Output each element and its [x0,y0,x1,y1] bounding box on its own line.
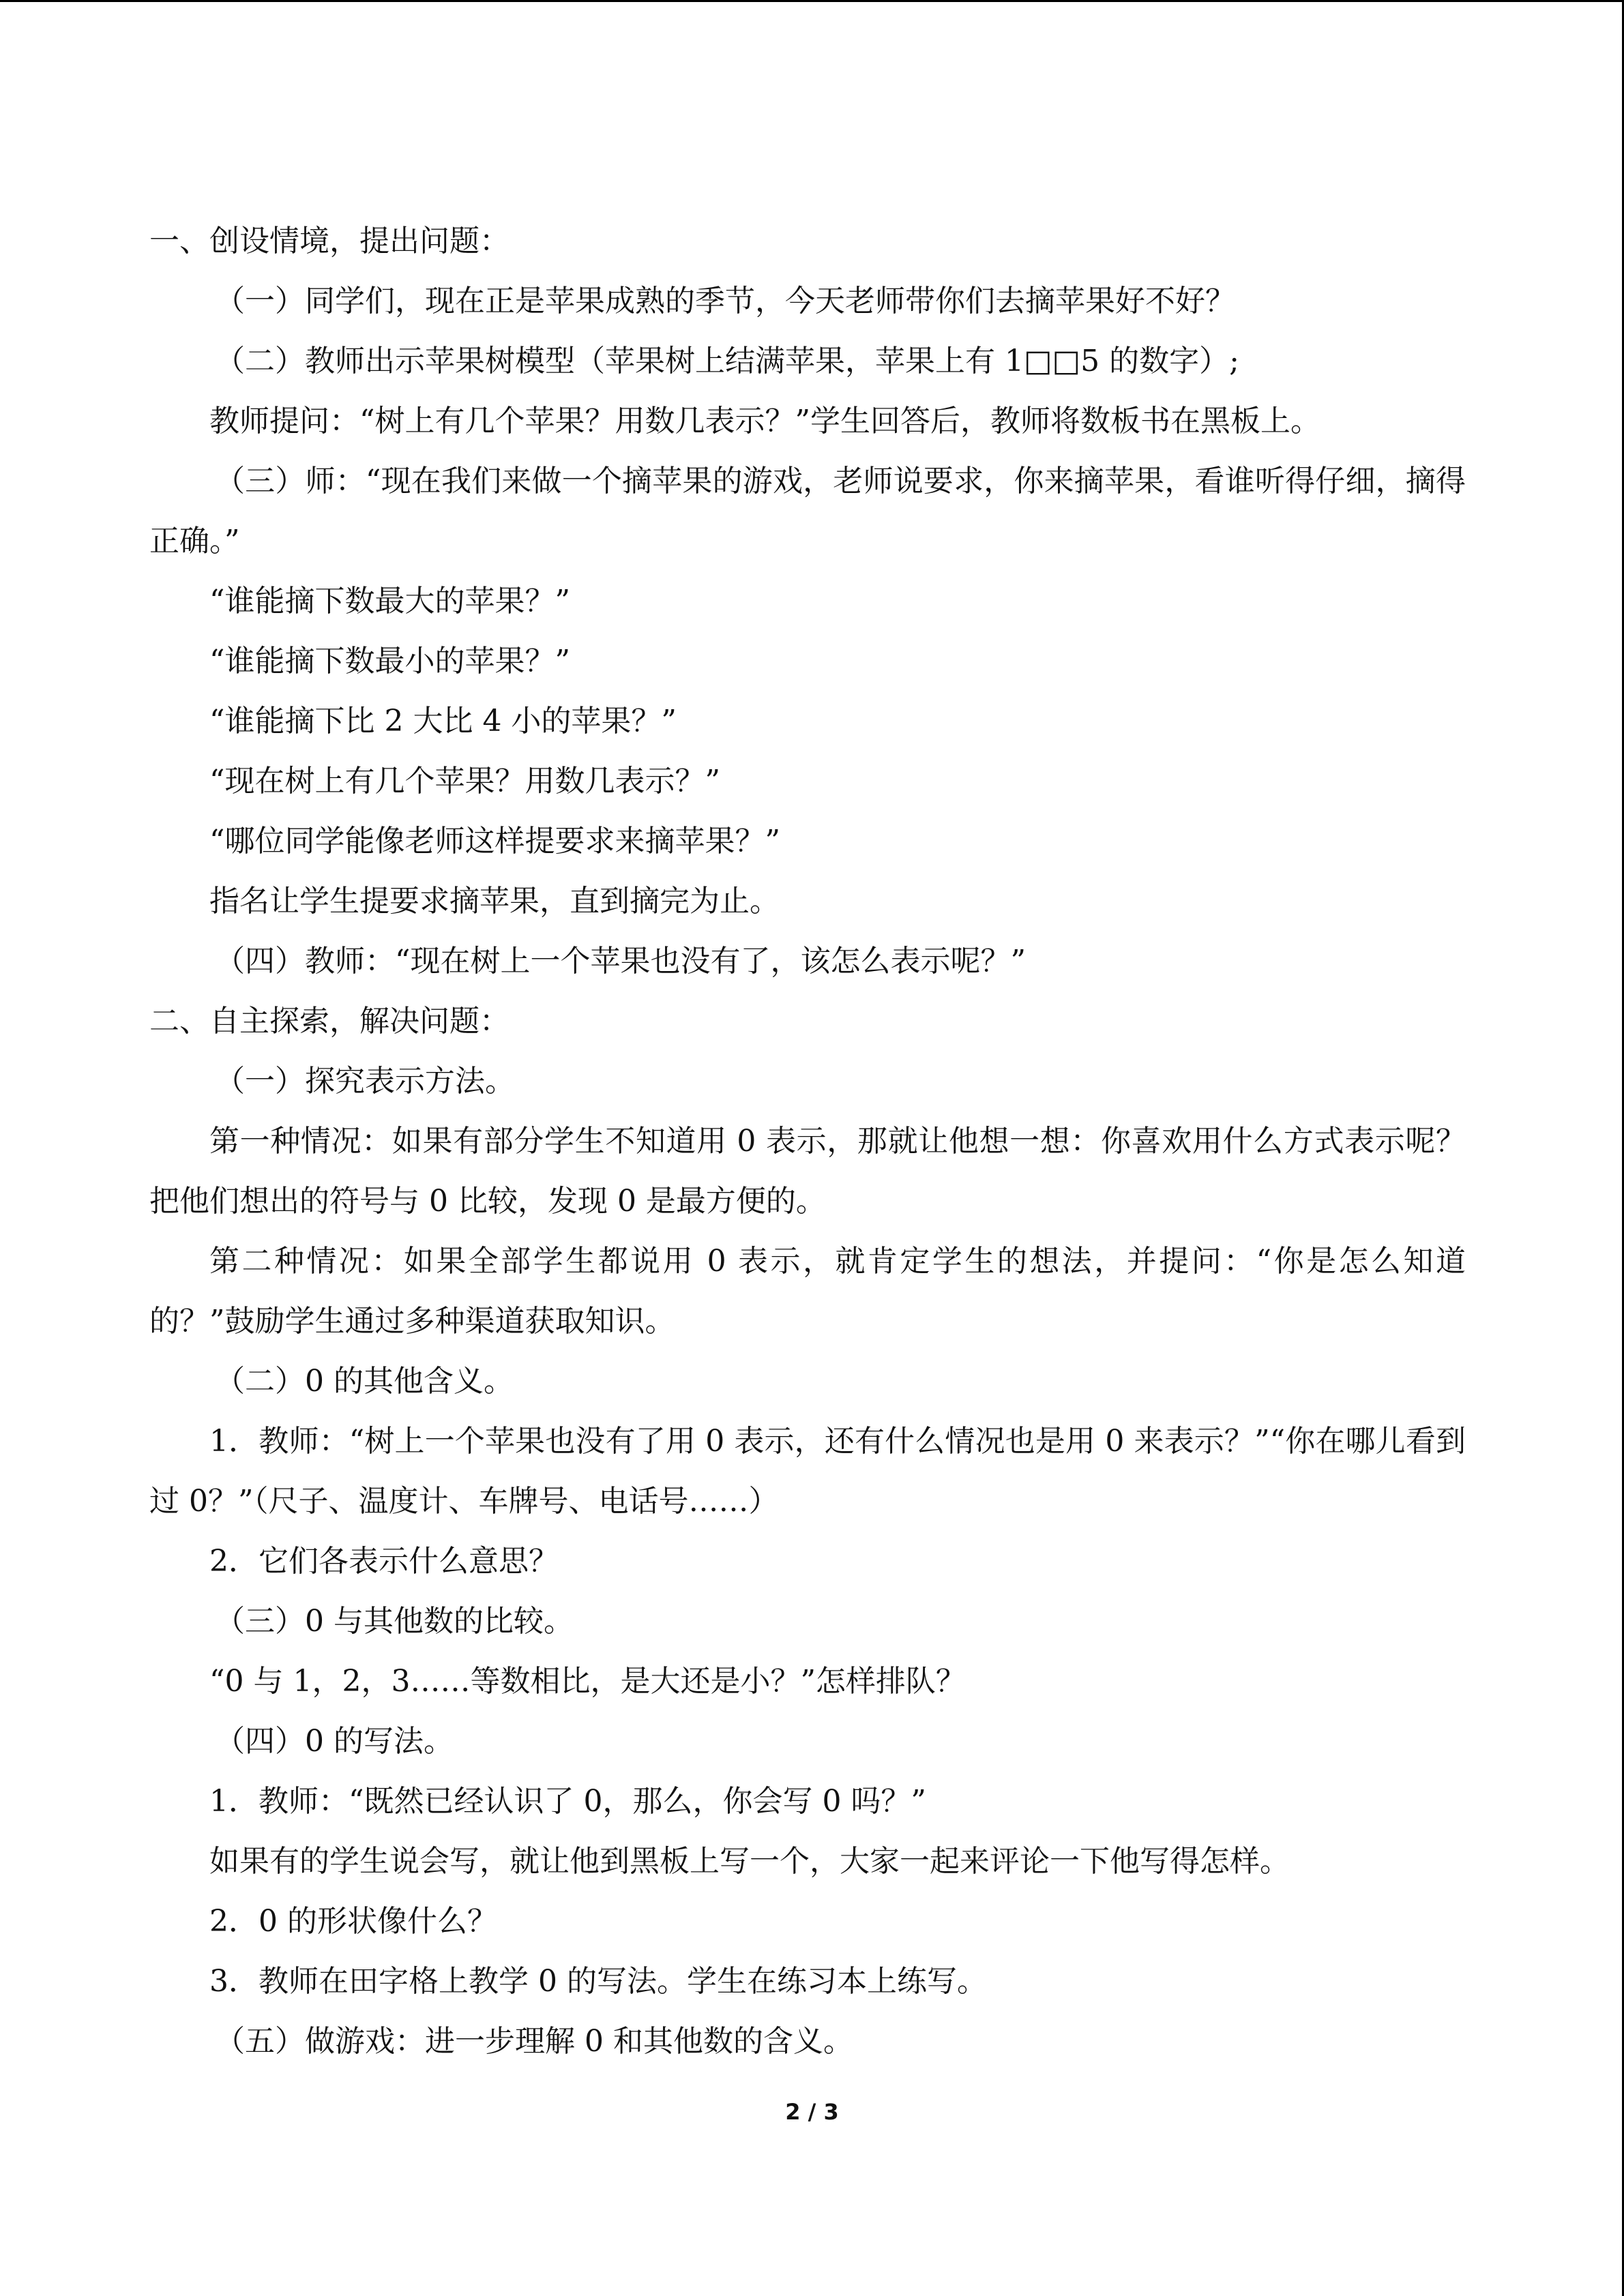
paragraph: （五）做游戏：进一步理解 0 和其他数的含义。 [215,2024,853,2059]
paragraph: （四）0 的写法。 [215,1724,454,1759]
paragraph: “0 与 1，2，3……等数相比，是大还是小？”怎样排队？ [209,1664,966,1699]
section-heading-1: 一、创设情境，提出问题： [149,224,510,258]
paragraph: 指名让学生提要求摘苹果，直到摘完为止。 [209,884,780,919]
paragraph: （一）探究表示方法。 [215,1064,515,1099]
paragraph: “哪位同学能像老师这样提要求来摘苹果？” [209,824,780,859]
page-number: 2 / 3 [785,2099,839,2125]
paragraph: （四）教师：“现在树上一个苹果也没有了，该怎么表示呢？” [215,944,1026,979]
document-body [149,211,1466,2072]
paragraph: 2．0 的形状像什么？ [209,1904,497,1939]
section-heading-2: 二、自主探索，解决问题： [149,1004,510,1039]
page-top-border [0,0,1624,2]
paragraph: 3．教师在田字格上教学 0 的写法。学生在练习本上练写。 [209,1964,987,1999]
paragraph: 教师提问：“树上有几个苹果？用数几表示？”学生回答后，教师将数板书在黑板上。 [209,404,1320,438]
paragraph: “谁能摘下比 2 大比 4 小的苹果？” [209,704,677,739]
paragraph: 1．教师：“既然已经认识了 0，那么，你会写 0 吗？” [209,1784,926,1819]
paragraph: 如果有的学生说会写，就让他到黑板上写一个，大家一起来评论一下他写得怎样。 [209,1844,1290,1879]
paragraph: （一）同学们，现在正是苹果成熟的季节，今天老师带你们去摘苹果好不好？ [215,284,1235,318]
paragraph: 第一种情况：如果有部分学生不知道用 0 表示，那就让他想一想：你喜欢用什么方式表示呢？把他们想出的符号与 0 比较，发现 0 是最方便的。 [149,1124,1466,1219]
paragraph: 1．教师：“树上一个苹果也没有了用 0 表示，还有什么情况也是用 0 来表示？”“你在哪儿看到过 0？”（尺子、温度计、车牌号、电话号……） [149,1424,1466,1519]
paragraph: 第二种情况：如果全部学生都说用 0 表示，就肯定学生的想法，并提问：“你是怎么知道的？”鼓励学生通过多种渠道获取知识。 [149,1244,1466,1339]
paragraph: （三）师：“现在我们来做一个摘苹果的游戏，老师说要求，你来摘苹果，看谁听得仔细，摘得正确。” [149,464,1466,558]
paragraph: “谁能摘下数最小的苹果？” [209,644,570,679]
paragraph: “现在树上有几个苹果？用数几表示？” [209,764,720,799]
paragraph: “谁能摘下数最大的苹果？” [209,584,570,618]
paragraph: （三）0 与其他数的比较。 [215,1604,574,1639]
paragraph: （二）教师出示苹果树模型（苹果树上结满苹果，苹果上有 1□□5 的数字）; [215,344,1239,378]
paragraph: （二）0 的其他含义。 [215,1364,514,1399]
paragraph: 2．它们各表示什么意思？ [209,1544,559,1579]
